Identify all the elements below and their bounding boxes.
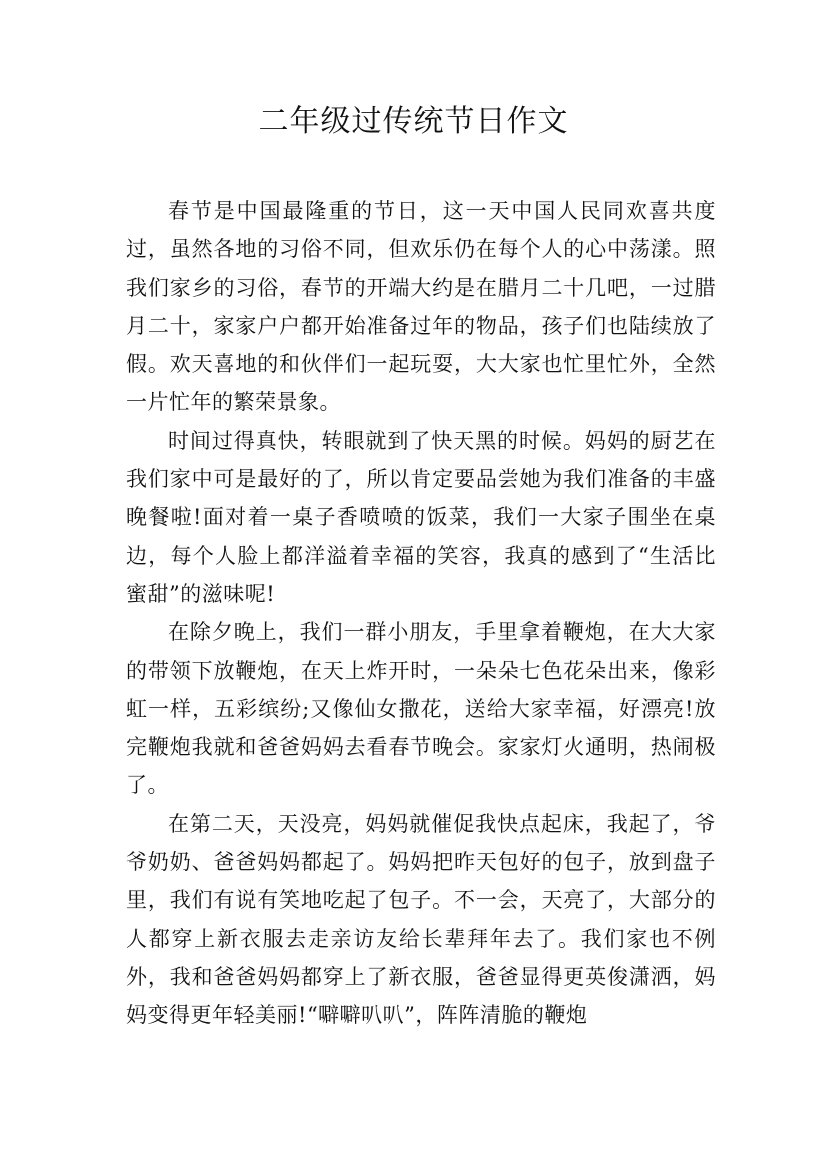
- paragraph-3: 在除夕晚上，我们一群小朋友，手里拿着鞭炮，在大大家的带领下放鞭炮，在天上炸开时，一朵朵七色花朵出来，像彩虹一样，五彩缤纷;又像仙女撒花，送给大家幸福，好漂亮!放完鞭炮我就和爸爸妈妈去看春节晚会。家家灯火通明，热闹极了。: [126, 620, 716, 798]
- article-body: [126, 192, 716, 1035]
- paragraph-2: 时间过得真快，转眼就到了快天黑的时候。妈妈的厨艺在我们家中可是最好的了，所以肯定要品尝她为我们准备的丰盛晚餐啦!面对着一桌子香喷喷的饭菜，我们一大家子围坐在桌边，每个人脸上都洋溢着幸福的笑容，我真的感到了“生活比蜜甜”的滋味呢!: [126, 428, 716, 606]
- page-title: 二年级过传统节日作文: [258, 104, 569, 139]
- paragraph-4: 在第二天，天没亮，妈妈就催促我快点起床，我起了，爷爷奶奶、爸爸妈妈都起了。妈妈把昨天包好的包子，放到盘子里，我们有说有笑地吃起了包子。不一会，天亮了，大部分的人都穿上新衣服去走亲访友给长辈拜年去了。我们家也不例外，我和爸爸妈妈都穿上了新衣服，爸爸显得更英俊潇洒，妈妈变得更年轻美丽!“噼噼叭叭”，阵阵清脆的鞭炮: [126, 811, 716, 1028]
- paragraph-1: 春节是中国最隆重的节日，这一天中国人民同欢喜共度过，虽然各地的习俗不同，但欢乐仍在每个人的心中荡漾。照我们家乡的习俗，春节的开端大约是在腊月二十几吧，一过腊月二十，家家户户都开始准备过年的物品，孩子们也陆续放了假。欢天喜地的和伙伴们一起玩耍，大大家也忙里忙外，全然一片忙年的繁荣景象。: [126, 199, 716, 415]
